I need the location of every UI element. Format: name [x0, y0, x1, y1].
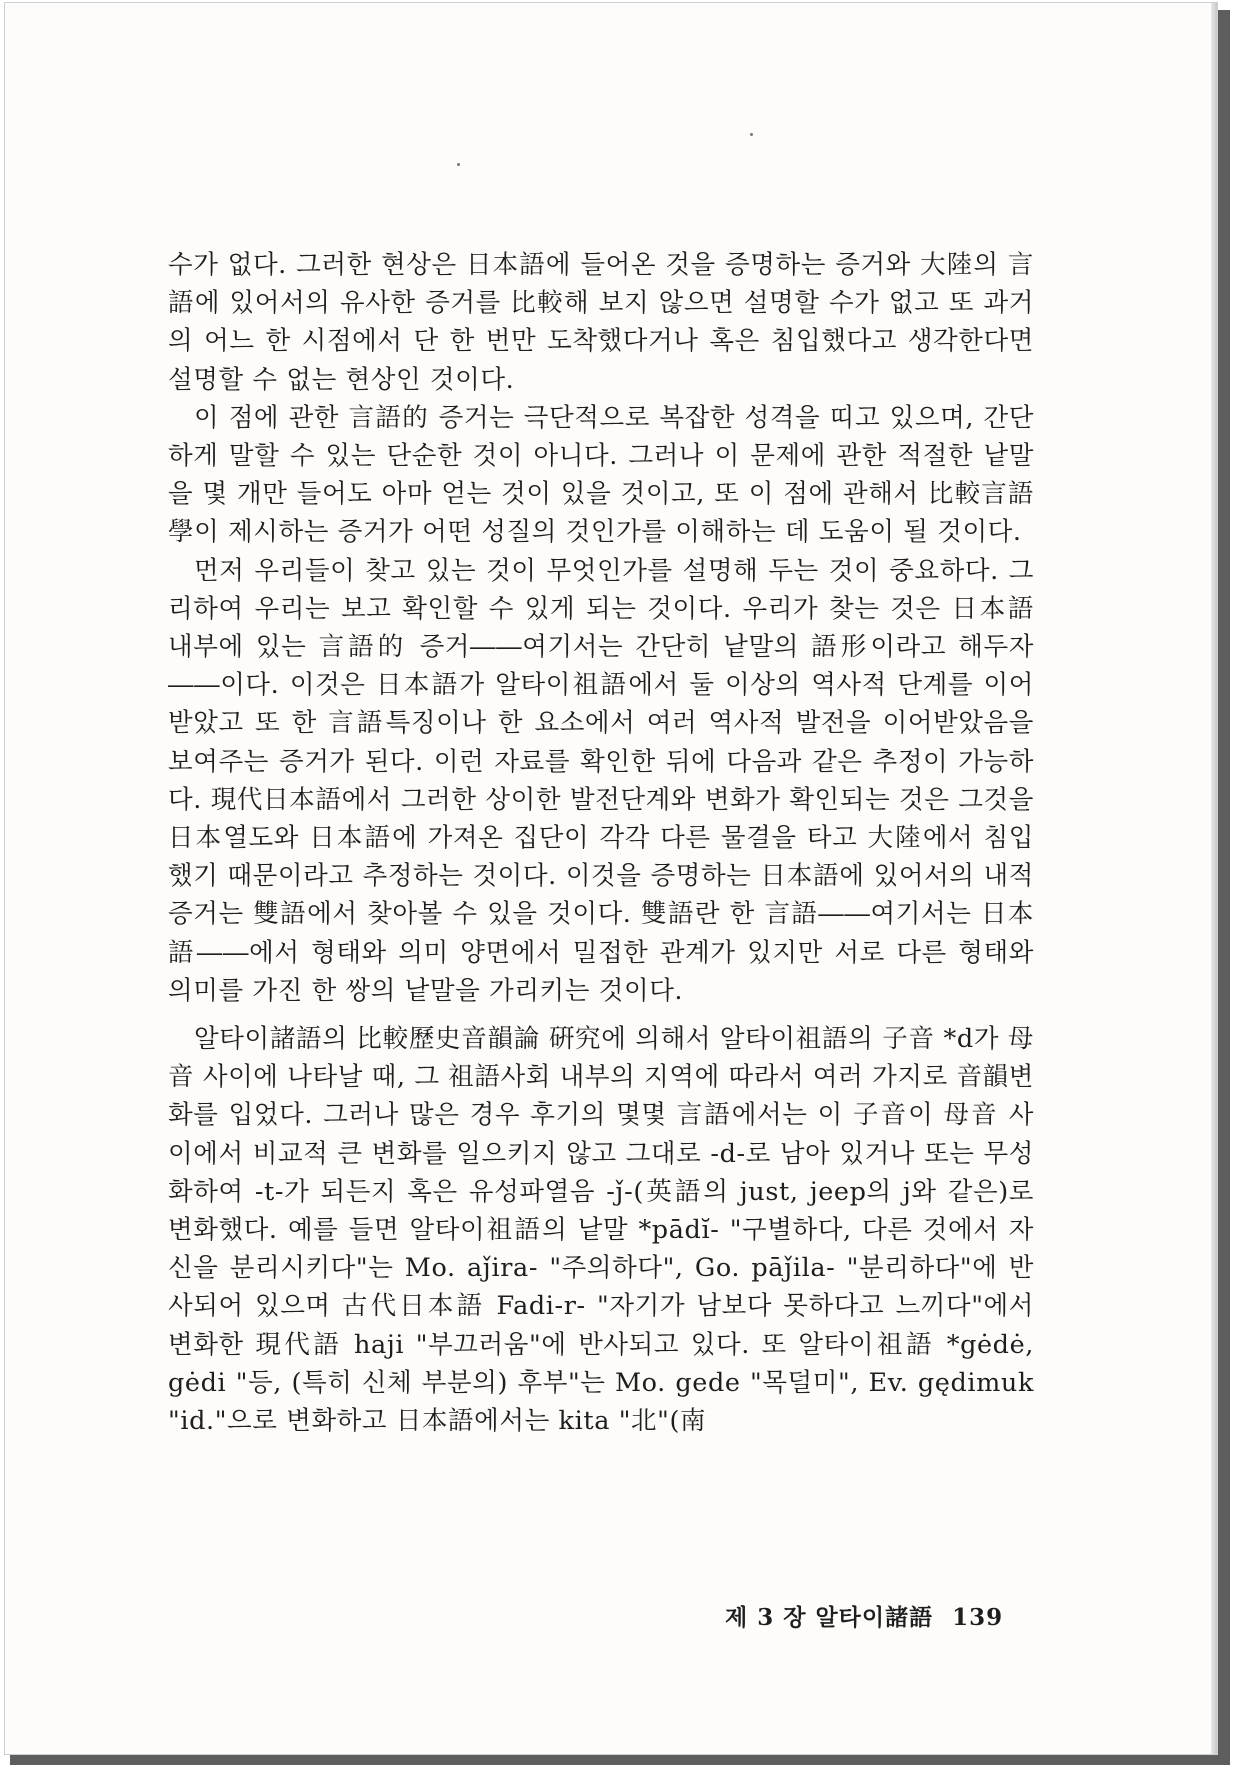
page-number: 139: [952, 1604, 1004, 1631]
body-text: [168, 246, 1034, 1440]
paragraph-2: 이 점에 관한 言語的 증거는 극단적으로 복잡한 성격을 띠고 있으며, 간단하게 말할 수 있는 단순한 것이 아니다. 그러나 이 문제에 관한 적절한 낱말을 몇 개만 들어도 아마 얻는 것이 있을 것이고, 또 이 점에 관해서 比較言語學이 제시하는 증거가 어떤 성질의 것인가를 이해하는 데 도움이 될 것이다.: [168, 402, 1034, 548]
paragraph-3: 먼저 우리들이 찾고 있는 것이 무엇인가를 설명해 두는 것이 중요하다. 그리하여 우리는 보고 확인할 수 있게 되는 것이다. 우리가 찾는 것은 日本語 내부에 있는 言語的 증거――여기서는 간단히 낱말의 語形이라고 해두자――이다. 이것은 日本語가 알타이祖語에서 둘 이상의 역사적 단계를 이어받았고 또 한 言語특징이나 한 요소에서 여러 역사적 발전을 이어받았음을 보여주는 증거가 된다. 이런 자료를 확인한 뒤에 다음과 같은 추정이 가능하다. 現代日本語에서 그러한 상이한 발전단계와 변화가 확인되는 것은 그것을 日本열도와 日本語에 가져온 집단이 각각 다른 물결을 타고 大陸에서 침입했기 때문이라고 추정하는 것이다. 이것을 증명하는 日本語에 있어서의 내적 증거는 雙語에서 찾아볼 수 있을 것이다. 雙語란 한 言語――여기서는 日本語――에서 형태와 의미 양면에서 밀접한 관계가 있지만 서로 다른 형태와 의미를 가진 한 쌍의 낱말을 가리키는 것이다.: [168, 555, 1034, 1006]
paragraph-1: 수가 없다. 그러한 현상은 日本語에 들어온 것을 증명하는 증거와 大陸의 言語에 있어서의 유사한 증거를 比較해 보지 않으면 설명할 수가 없고 또 과거의 어느 한 시점에서 단 한 번만 도착했다거나 혹은 침입했다고 생각한다면 설명할 수 없는 현상인 것이다.: [168, 250, 1034, 395]
running-footer: [725, 1599, 1025, 1632]
paragraph-4: 알타이諸語의 比較歷史音韻論 硏究에 의해서 알타이祖語의 子音 *d가 母音 사이에 나타날 때, 그 祖語사회 내부의 지역에 따라서 여러 가지로 音韻변화를 입었다. 그러나 많은 경우 후기의 몇몇 言語에서는 이 子音이 母音 사이에서 비교적 큰 변화를 일으키지 않고 그대로 -d-로 남아 있거나 또는 무성화하여 -t-가 되든지 혹은 유성파열음 -ǰ-(英語의 just, jeep의 j와 같은)로 변화했다. 예를 들면 알타이祖語의 낱말 *pādĭ- "구별하다, 다른 것에서 자신을 분리시키다"는 Mo. aǰira- "주의하다", Go. pāǰila- "분리하다"에 반사되어 있으며 古代日本語 Fadi-r- "자기가 남보다 못하다고 느끼다"에서 변화한 現代語 haji "부끄러움"에 반사되고 있다. 또 알타이祖語 *gėdė, gėdi "등, (특히 신체 부분의) 후부"는 Mo. gede "목덜미", Ev. gędimuk "id."으로 변화하고 日本語에서는 kita "北"(南: [168, 1024, 1035, 1437]
scan-speck: [457, 163, 460, 166]
book-page: [4, 2, 1218, 1755]
scan-speck: [750, 133, 753, 136]
page-edge: [1211, 3, 1217, 1754]
chapter-title: 제 3 장 알타이諸語: [725, 1604, 934, 1631]
